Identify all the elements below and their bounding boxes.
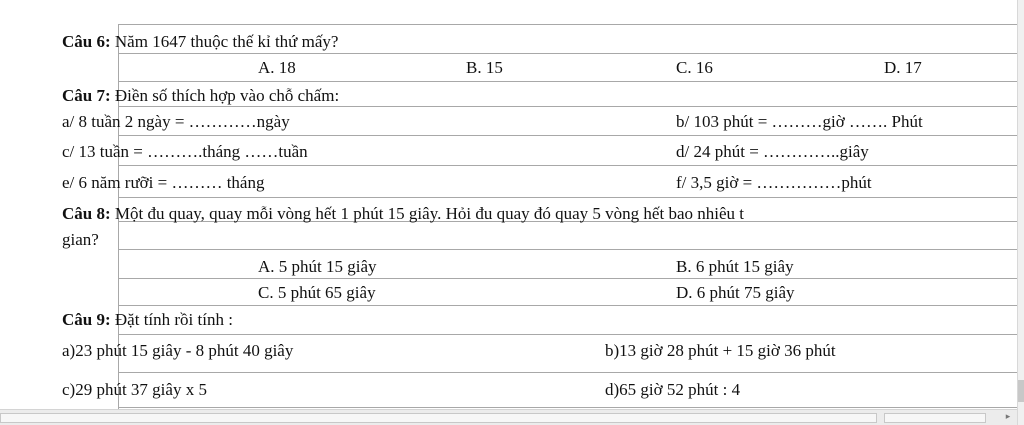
horizontal-scrollbar[interactable] — [0, 409, 1018, 425]
fill-item-e: e/ 6 năm rưỡi = ……… tháng — [62, 173, 265, 192]
question-text: Một đu quay, quay mỗi vòng hết 1 phút 15 giây. Hỏi đu quay đó quay 5 vòng hết bao nhiêu t — [114, 204, 744, 223]
calc-item-b: b)13 giờ 28 phút + 15 giờ 36 phút — [605, 341, 836, 360]
scroll-thumb[interactable] — [1018, 380, 1024, 402]
row-rule — [118, 106, 1018, 107]
question-6 — [62, 32, 338, 52]
scroll-track-segment[interactable] — [884, 413, 986, 423]
row-rule — [118, 197, 1018, 198]
question-text: Điền số thích hợp vào chỗ chấm: — [114, 86, 340, 105]
row-rule — [118, 407, 1018, 408]
row-rule — [118, 372, 1018, 373]
row-rule — [118, 165, 1018, 166]
fill-item-d: d/ 24 phút = …………..giây — [676, 142, 869, 161]
row-rule — [118, 135, 1018, 136]
option-c: C. 16 — [676, 58, 713, 77]
question-label: Câu 7: — [62, 86, 111, 105]
option-a: A. 5 phút 15 giây — [258, 257, 377, 276]
question-label: Câu 6: — [62, 32, 111, 51]
fill-item-f: f/ 3,5 giờ = ……………phút — [676, 173, 872, 192]
question-label: Câu 8: — [62, 204, 111, 223]
calc-item-d: d)65 giờ 52 phút : 4 — [605, 380, 741, 399]
option-d: D. 6 phút 75 giây — [676, 283, 795, 302]
question-text: Đặt tính rồi tính : — [114, 310, 233, 329]
option-b: B. 15 — [466, 58, 503, 77]
question-9 — [62, 310, 233, 330]
row-rule — [118, 334, 1018, 335]
row-rule — [118, 81, 1018, 82]
row-rule — [118, 278, 1018, 279]
question-label: Câu 9: — [62, 310, 111, 329]
question-8 — [62, 204, 744, 224]
row-rule — [118, 305, 1018, 306]
option-d: D. 17 — [884, 58, 922, 77]
calc-item-a: a)23 phút 15 giây - 8 phút 40 giây — [62, 341, 294, 360]
question-text-continued: gian? — [62, 230, 99, 249]
row-rule — [118, 53, 1018, 54]
option-a: A. 18 — [258, 58, 296, 77]
scroll-thumb[interactable] — [0, 413, 877, 423]
scroll-right-arrow-icon[interactable]: ▸ — [1005, 412, 1011, 422]
vertical-scrollbar[interactable] — [1017, 0, 1024, 425]
row-rule — [118, 24, 1018, 25]
question-text: Năm 1647 thuộc thế kỉ thứ mấy? — [114, 32, 339, 51]
fill-item-b: b/ 103 phút = ………giờ ……. Phút — [676, 112, 923, 131]
fill-item-a: a/ 8 tuần 2 ngày = …………ngày — [62, 112, 290, 131]
row-rule — [118, 249, 1018, 250]
option-b: B. 6 phút 15 giây — [676, 257, 794, 276]
fill-item-c: c/ 13 tuần = ……….tháng ……tuần — [62, 142, 308, 161]
option-c: C. 5 phút 65 giây — [258, 283, 376, 302]
calc-item-c: c)29 phút 37 giây x 5 — [62, 380, 207, 399]
question-7 — [62, 86, 339, 106]
